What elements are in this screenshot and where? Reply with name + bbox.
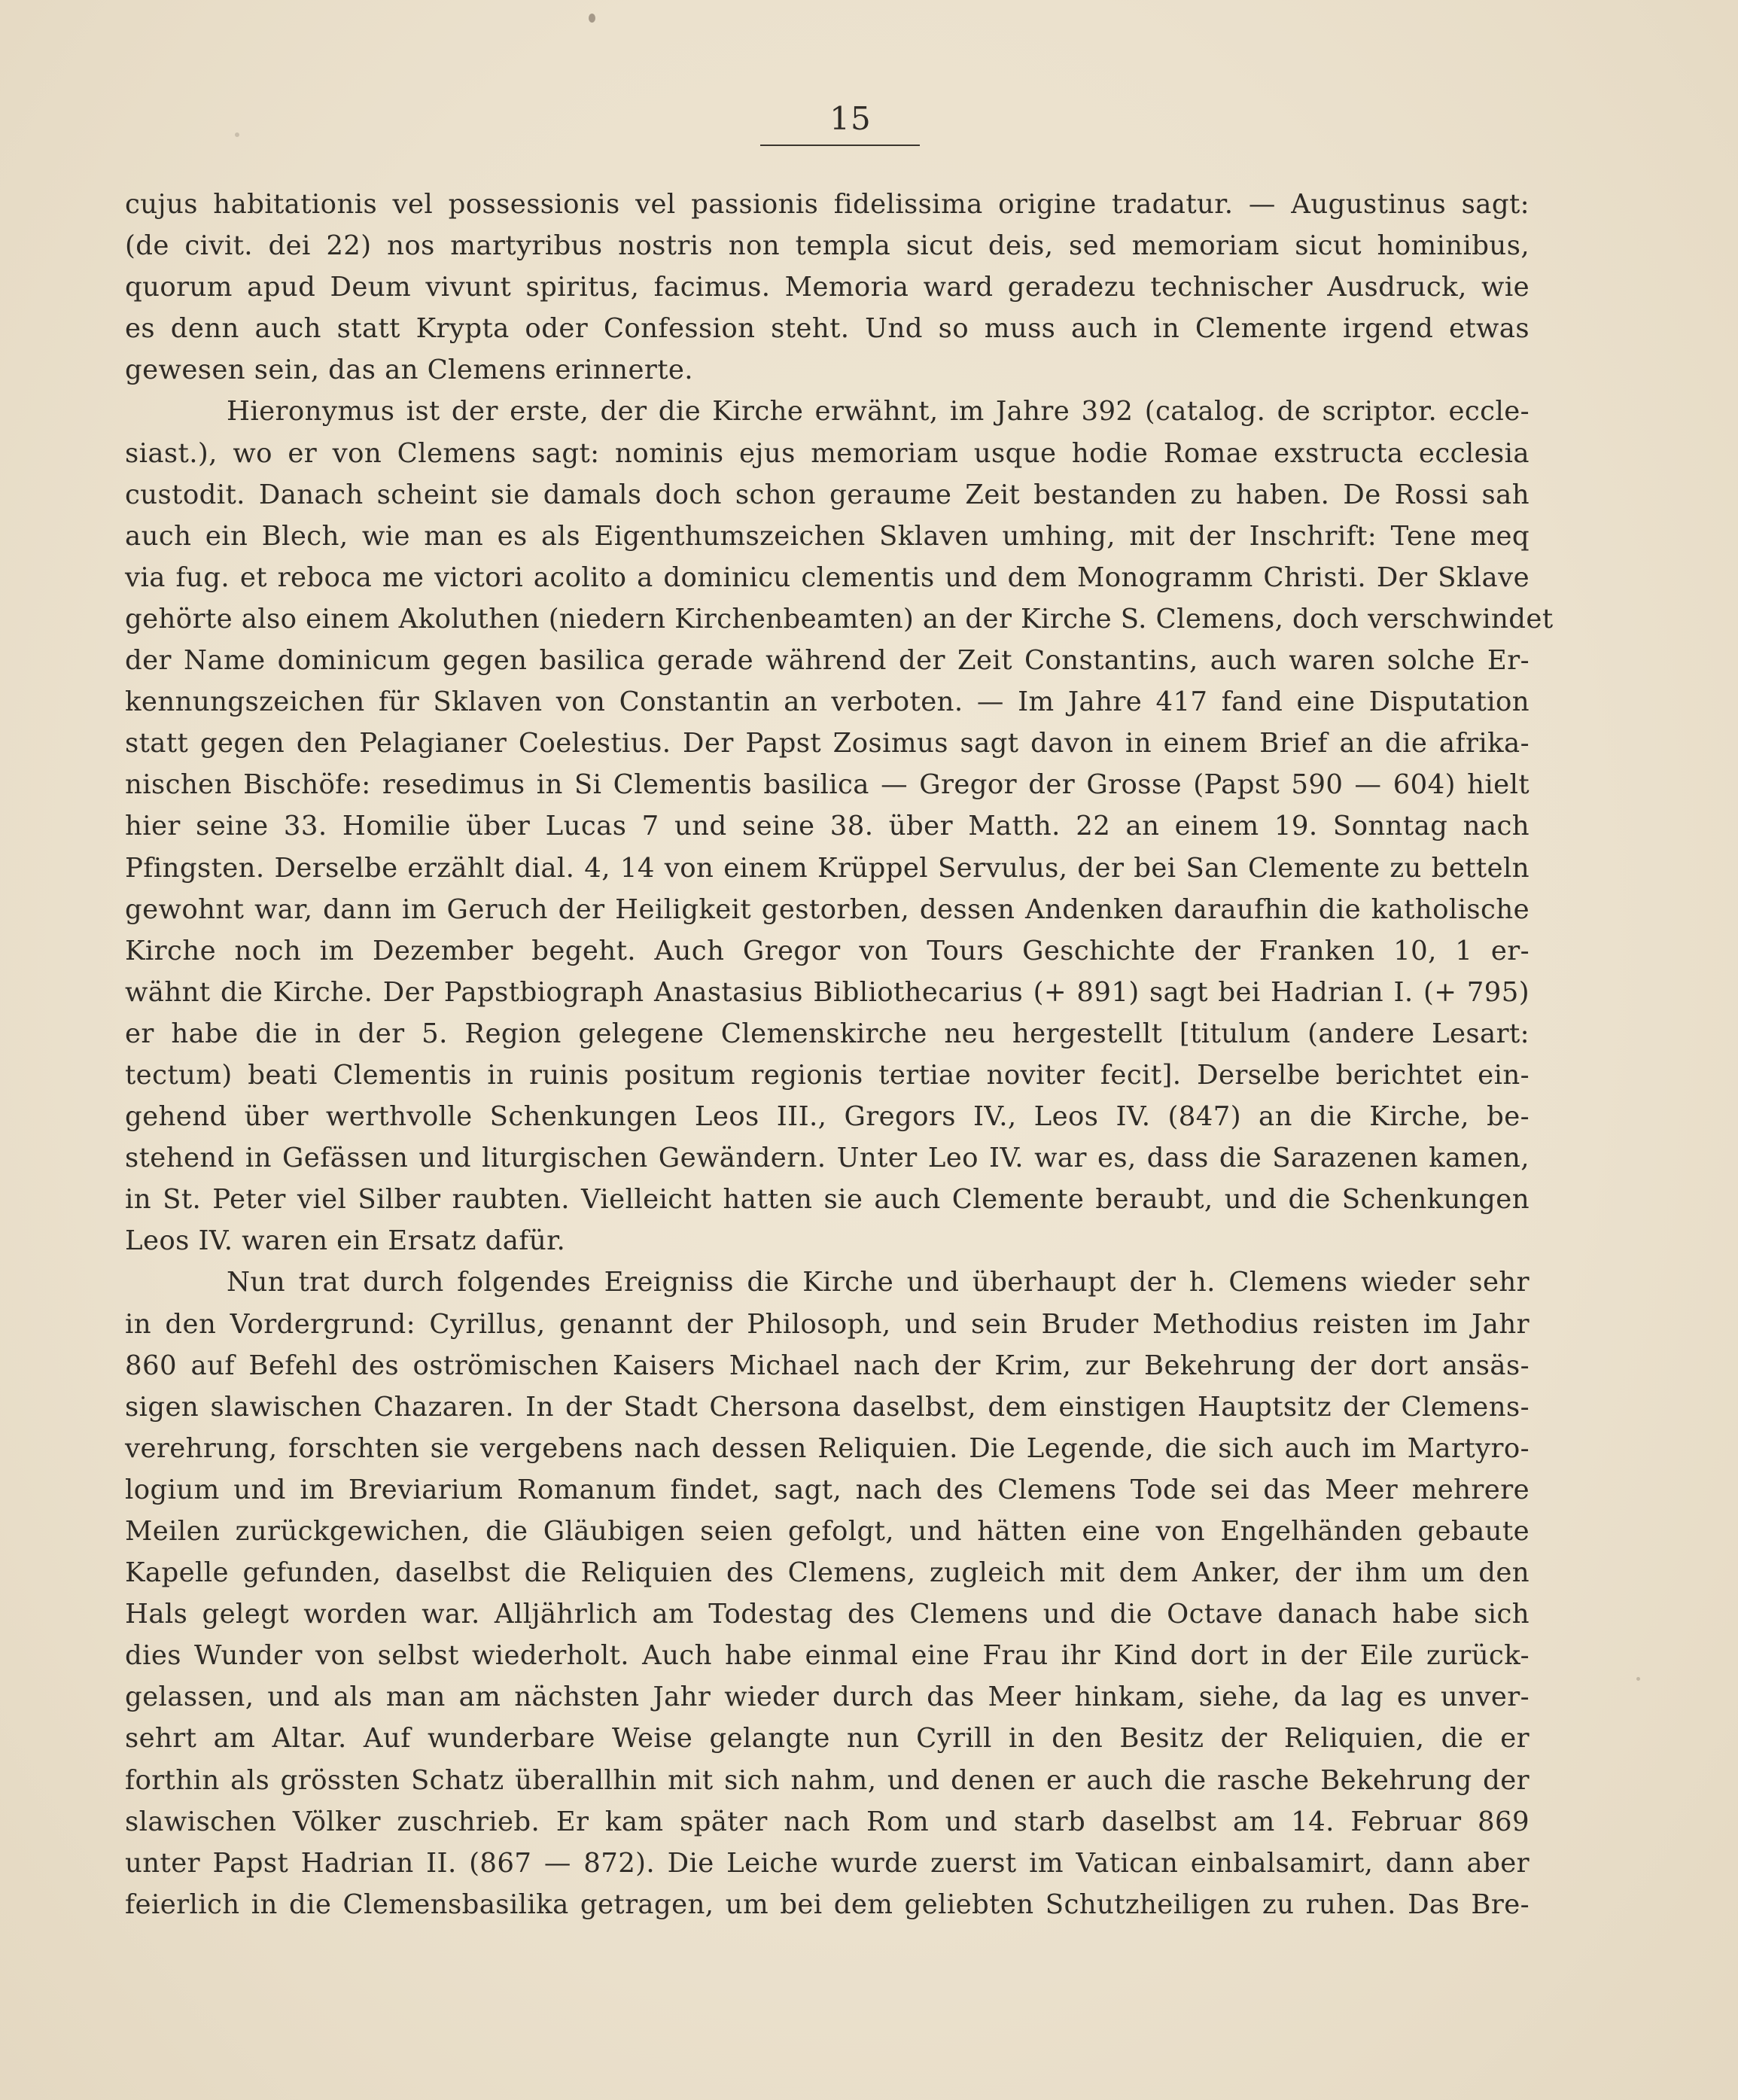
text-line: verehrung, forschten sie vergebens nach dessen Reliquien. Die Legende, die sich auch im Martyro- <box>125 1432 1530 1464</box>
text-line: sehrt am Altar. Auf wunderbare Weise gelangte nun Cyrill in den Besitz der Reliquien, die er <box>125 1723 1530 1755</box>
text-line: in St. Peter viel Silber raubten. Vielleicht hatten sie auch Clemente beraubt, und die Schenkungen <box>125 1184 1530 1216</box>
text-line: siast.), wo er von Clemens sagt: nominis ejus memoriam usque hodie Romae exstructa ecclesia <box>125 437 1530 469</box>
text-line: stehend in Gefässen und liturgischen Gewändern. Unter Leo IV. war es, dass die Sarazenen kamen, <box>125 1143 1530 1174</box>
text-line: slawischen Völker zuschrieb. Er kam später nach Rom und starb daselbst am 14. Februar 869 <box>125 1806 1530 1837</box>
text-line: wähnt die Kirche. Der Papstbiograph Anastasius Bibliothecarius (+ 891) sagt bei Hadrian I. (+ 795) <box>125 976 1530 1008</box>
text-line: custodit. Danach scheint sie damals doch schon geraume Zeit bestanden zu haben. De Rossi sah <box>125 479 1530 510</box>
text-line: feierlich in die Clemensbasilika getragen, um bei dem geliebten Schutzheiligen zu ruhen. Das Bre- <box>125 1888 1530 1920</box>
text-line: logium und im Breviarium Romanum findet, sagt, nach des Clemens Tode sei das Meer mehrere <box>125 1474 1530 1505</box>
text-line: quorum apud Deum vivunt spiritus, facimus. Memoria ward geradezu technischer Ausdruck, wie <box>125 272 1530 303</box>
text-line: Hals gelegt worden war. Alljährlich am Todestag des Clemens und die Octave danach habe sich <box>125 1599 1530 1630</box>
text-line: statt gegen den Pelagianer Coelestius. Der Papst Zosimus sagt davon in einem Brief an die afrika- <box>125 728 1530 759</box>
text-line: gehörte also einem Akoluthen (niedern Kirchenbeamten) an der Kirche S. Clemens, doch verschwindet <box>125 603 1554 635</box>
text-line: gewohnt war, dann im Geruch der Heiligkeit gestorben, dessen Andenken daraufhin die katholische <box>125 893 1530 925</box>
page-number: 15 <box>829 100 872 137</box>
text-line: Pfingsten. Derselbe erzählt dial. 4, 14 von einem Krüppel Servulus, der bei San Clemente zu betteln <box>125 852 1530 884</box>
text-line: via fug. et reboca me victori acolito a dominicu clementis und dem Monogramm Christi. Der Sklave <box>125 562 1530 593</box>
text-line: dies Wunder von selbst wiederholt. Auch habe einmal eine Frau ihr Kind dort in der Eile zurück- <box>125 1640 1530 1672</box>
text-line: gelassen, und als man am nächsten Jahr wieder durch das Meer hinkam, siehe, da lag es unver- <box>125 1682 1530 1713</box>
ink-speck <box>589 14 595 23</box>
text-line: der Name dominicum gegen basilica gerade während der Zeit Constantins, auch waren solche Er- <box>125 645 1530 677</box>
text-line: cujus habitationis vel possessionis vel passionis fidelissima origine tradatur. — Augustinus sagt: <box>125 189 1530 220</box>
text-line: Meilen zurückgewichen, die Gläubigen seien gefolgt, und hätten eine von Engelhänden gebaute <box>125 1516 1530 1547</box>
text-line: 860 auf Befehl des oströmischen Kaisers Michael nach der Krim, zur Bekehrung der dort ansäs- <box>125 1350 1530 1381</box>
text-line: tectum) beati Clementis in ruinis positum regionis tertiae noviter fecit]. Derselbe berichtet ein- <box>125 1059 1530 1091</box>
text-line: gewesen sein, das an Clemens erinnerte. <box>125 355 693 386</box>
text-line: er habe die in der 5. Region gelegene Clemenskirche neu hergestellt [titulum (andere Lesart: <box>125 1018 1530 1049</box>
text-line: Leos IV. waren ein Ersatz dafür. <box>125 1225 566 1257</box>
page-number-rule <box>760 145 920 146</box>
text-line: (de civit. dei 22) nos martyribus nostris non templa sicut deis, sed memoriam sicut hominibus, <box>125 230 1530 262</box>
text-line: Kapelle gefunden, daselbst die Reliquien des Clemens, zugleich mit dem Anker, der ihm um den <box>125 1557 1530 1589</box>
text-line: forthin als grössten Schatz überallhin mit sich nahm, und denen er auch die rasche Bekehrung der <box>125 1764 1530 1796</box>
text-line: kennungszeichen für Sklaven von Constantin an verboten. — Im Jahre 417 fand eine Disputation <box>125 686 1530 718</box>
text-line: hier seine 33. Homilie über Lucas 7 und seine 38. über Matth. 22 an einem 19. Sonntag nach <box>125 811 1530 842</box>
text-line: gehend über werthvolle Schenkungen Leos III., Gregors IV., Leos IV. (847) an die Kirche, be- <box>125 1101 1530 1133</box>
text-line: nischen Bischöfe: resedimus in Si Clementis basilica — Gregor der Grosse (Papst 590 — 604) hielt <box>125 769 1530 801</box>
text-line: es denn auch statt Krypta oder Confession steht. Und so muss auch in Clemente irgend etwas <box>125 313 1530 345</box>
text-line: in den Vordergrund: Cyrillus, genannt der Philosoph, und sein Bruder Methodius reisten im Jahr <box>125 1308 1530 1340</box>
text-line: unter Papst Hadrian II. (867 — 872). Die Leiche wurde zuerst im Vatican einbalsamirt, dann aber <box>125 1847 1530 1879</box>
text-line: Nun trat durch folgendes Ereigniss die Kirche und überhaupt der h. Clemens wieder sehr <box>227 1267 1530 1298</box>
ink-speck <box>1636 1677 1640 1681</box>
body-text <box>125 184 1554 1925</box>
text-line: Hieronymus ist der erste, der die Kirche erwähnt, im Jahre 392 (catalog. de scriptor. eccle- <box>227 396 1530 428</box>
text-line: auch ein Blech, wie man es als Eigenthumszeichen Sklaven umhing, mit der Inschrift: Tene meq <box>125 520 1530 552</box>
text-line: Kirche noch im Dezember begeht. Auch Gregor von Tours Geschichte der Franken 10, 1 er- <box>125 935 1530 966</box>
text-line: sigen slawischen Chazaren. In der Stadt Chersona daselbst, dem einstigen Hauptsitz der Clemens- <box>125 1391 1530 1423</box>
ink-speck <box>235 132 239 137</box>
